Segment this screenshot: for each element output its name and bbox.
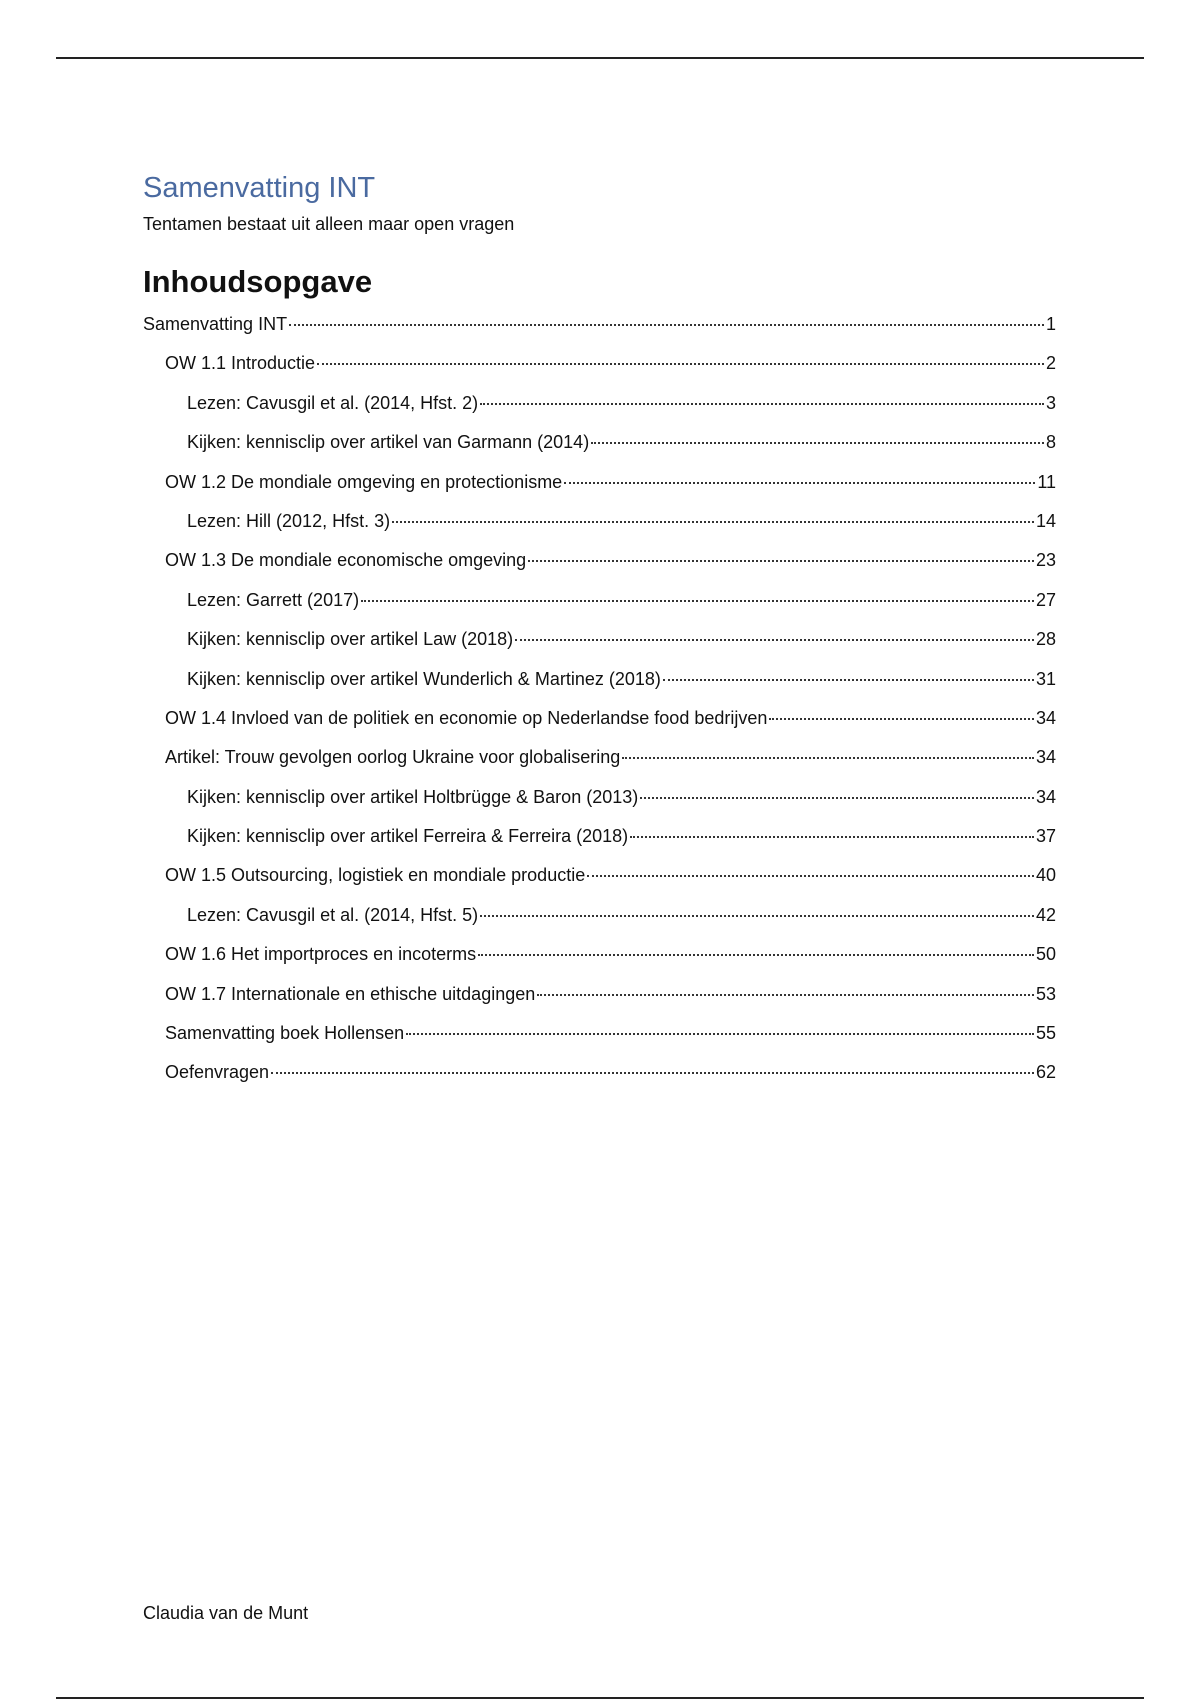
- toc-entry-title: OW 1.1 Introductie: [165, 353, 316, 374]
- toc-entry-title: Kijken: kennisclip over artikel Wunderlich & Martinez (2018): [187, 668, 661, 689]
- toc-dot-leader: [622, 757, 1034, 759]
- toc-dot-leader: [528, 560, 1034, 562]
- footer-author: Claudia van de Munt: [143, 1603, 309, 1623]
- toc-page-number: 31: [1035, 668, 1056, 689]
- toc-entry[interactable]: [143, 824, 1056, 863]
- toc-entry-title: Kijken: kennisclip over artikel Law (2018): [187, 629, 514, 650]
- toc-page-number: 8: [1045, 432, 1056, 453]
- toc-entry[interactable]: [143, 430, 1056, 469]
- toc-entry[interactable]: [143, 1021, 1056, 1060]
- toc-dot-leader: [392, 521, 1034, 523]
- toc-entry[interactable]: [143, 351, 1056, 390]
- toc-page-number: 37: [1035, 826, 1056, 847]
- toc-dot-leader: [769, 718, 1034, 720]
- toc-entry-title: Samenvatting boek Hollensen: [165, 1023, 405, 1044]
- toc-page-number: 11: [1037, 471, 1056, 492]
- toc-entry[interactable]: [143, 903, 1056, 942]
- toc-dot-leader: [289, 324, 1044, 326]
- toc-entry[interactable]: [143, 312, 1056, 351]
- toc-page-number: 50: [1035, 944, 1056, 965]
- toc-dot-leader: [478, 954, 1034, 956]
- toc-dot-leader: [564, 482, 1035, 484]
- toc-entry[interactable]: [143, 509, 1056, 548]
- toc-entry[interactable]: [143, 863, 1056, 902]
- toc-entry[interactable]: [143, 627, 1056, 666]
- toc-entry-title: OW 1.7 Internationale en ethische uitdagingen: [165, 983, 536, 1004]
- footer-rule: [56, 1697, 1144, 1699]
- toc-entry-title: Lezen: Cavusgil et al. (2014, Hfst. 2): [187, 392, 479, 413]
- toc-page-number: 3: [1045, 392, 1056, 413]
- toc-entry-title: OW 1.2 De mondiale omgeving en protectionisme: [165, 471, 563, 492]
- toc-page-number: 1: [1045, 314, 1056, 334]
- toc-dot-leader: [663, 679, 1034, 681]
- toc-entry[interactable]: [143, 391, 1056, 430]
- toc-dot-leader: [587, 875, 1034, 877]
- document-subtitle: Tentamen bestaat uit alleen maar open vragen: [143, 214, 515, 234]
- toc-page-number: 34: [1035, 747, 1056, 768]
- toc-dot-leader: [480, 403, 1044, 405]
- toc-dot-leader: [640, 797, 1034, 799]
- toc-dot-leader: [317, 363, 1044, 365]
- toc-entry[interactable]: [143, 588, 1056, 627]
- toc-entry[interactable]: [143, 667, 1056, 706]
- toc-page-number: 42: [1035, 904, 1056, 925]
- toc-entry[interactable]: [143, 548, 1056, 587]
- toc-entry-title: Lezen: Garrett (2017): [187, 589, 360, 610]
- toc-entry-title: Lezen: Hill (2012, Hfst. 3): [187, 510, 391, 531]
- toc-page-number: 34: [1035, 786, 1056, 807]
- toc-heading: Inhoudsopgave: [143, 264, 373, 299]
- toc-page-number: 27: [1035, 589, 1056, 610]
- toc-entry-title: OW 1.3 De mondiale economische omgeving: [165, 550, 527, 571]
- toc-page-number: 55: [1035, 1023, 1056, 1044]
- toc-dot-leader: [406, 1033, 1034, 1035]
- toc-entry-title: Artikel: Trouw gevolgen oorlog Ukraine voor globalisering: [165, 747, 621, 768]
- toc-page-number: 40: [1035, 865, 1056, 886]
- document-body: [143, 170, 1056, 1100]
- toc-page-number: 53: [1035, 983, 1056, 1004]
- toc-entry-title: Oefenvragen: [165, 1062, 270, 1083]
- toc-entry[interactable]: [143, 470, 1056, 509]
- toc-page-number: 2: [1045, 353, 1056, 374]
- toc-dot-leader: [271, 1072, 1034, 1074]
- toc-dot-leader: [537, 994, 1034, 996]
- toc-entry-title: Kijken: kennisclip over artikel Ferreira & Ferreira (2018): [187, 826, 629, 847]
- toc-entry[interactable]: [143, 1060, 1056, 1099]
- toc-entry-title: OW 1.6 Het importproces en incoterms: [165, 944, 477, 965]
- toc-entry-title: OW 1.5 Outsourcing, logistiek en mondiale productie: [165, 865, 586, 886]
- toc-entry[interactable]: [143, 745, 1056, 784]
- toc-dot-leader: [480, 915, 1034, 917]
- toc-page-number: 14: [1035, 510, 1056, 531]
- toc-entry[interactable]: [143, 982, 1056, 1021]
- toc-page-number: 62: [1035, 1062, 1056, 1083]
- toc-page-number: 34: [1035, 707, 1056, 728]
- toc-dot-leader: [515, 639, 1034, 641]
- toc-entry[interactable]: [143, 785, 1056, 824]
- toc-page-number: 23: [1035, 550, 1056, 571]
- toc-dot-leader: [361, 600, 1034, 602]
- toc-entry-title: OW 1.4 Invloed van de politiek en economie op Nederlandse food bedrijven: [165, 707, 768, 728]
- toc-entry[interactable]: [143, 942, 1056, 981]
- toc-entry[interactable]: [143, 706, 1056, 745]
- toc-entry-title: Kijken: kennisclip over artikel van Garmann (2014): [187, 432, 590, 453]
- toc-entry-title: Samenvatting INT: [143, 314, 288, 334]
- toc-entry-title: Lezen: Cavusgil et al. (2014, Hfst. 5): [187, 904, 479, 925]
- toc-page-number: 28: [1035, 629, 1056, 650]
- table-of-contents: [143, 312, 1056, 1100]
- header-rule: [56, 57, 1144, 59]
- toc-entry-title: Kijken: kennisclip over artikel Holtbrügge & Baron (2013): [187, 786, 639, 807]
- document-title: Samenvatting INT: [143, 172, 376, 204]
- toc-dot-leader: [591, 442, 1044, 444]
- toc-dot-leader: [630, 836, 1034, 838]
